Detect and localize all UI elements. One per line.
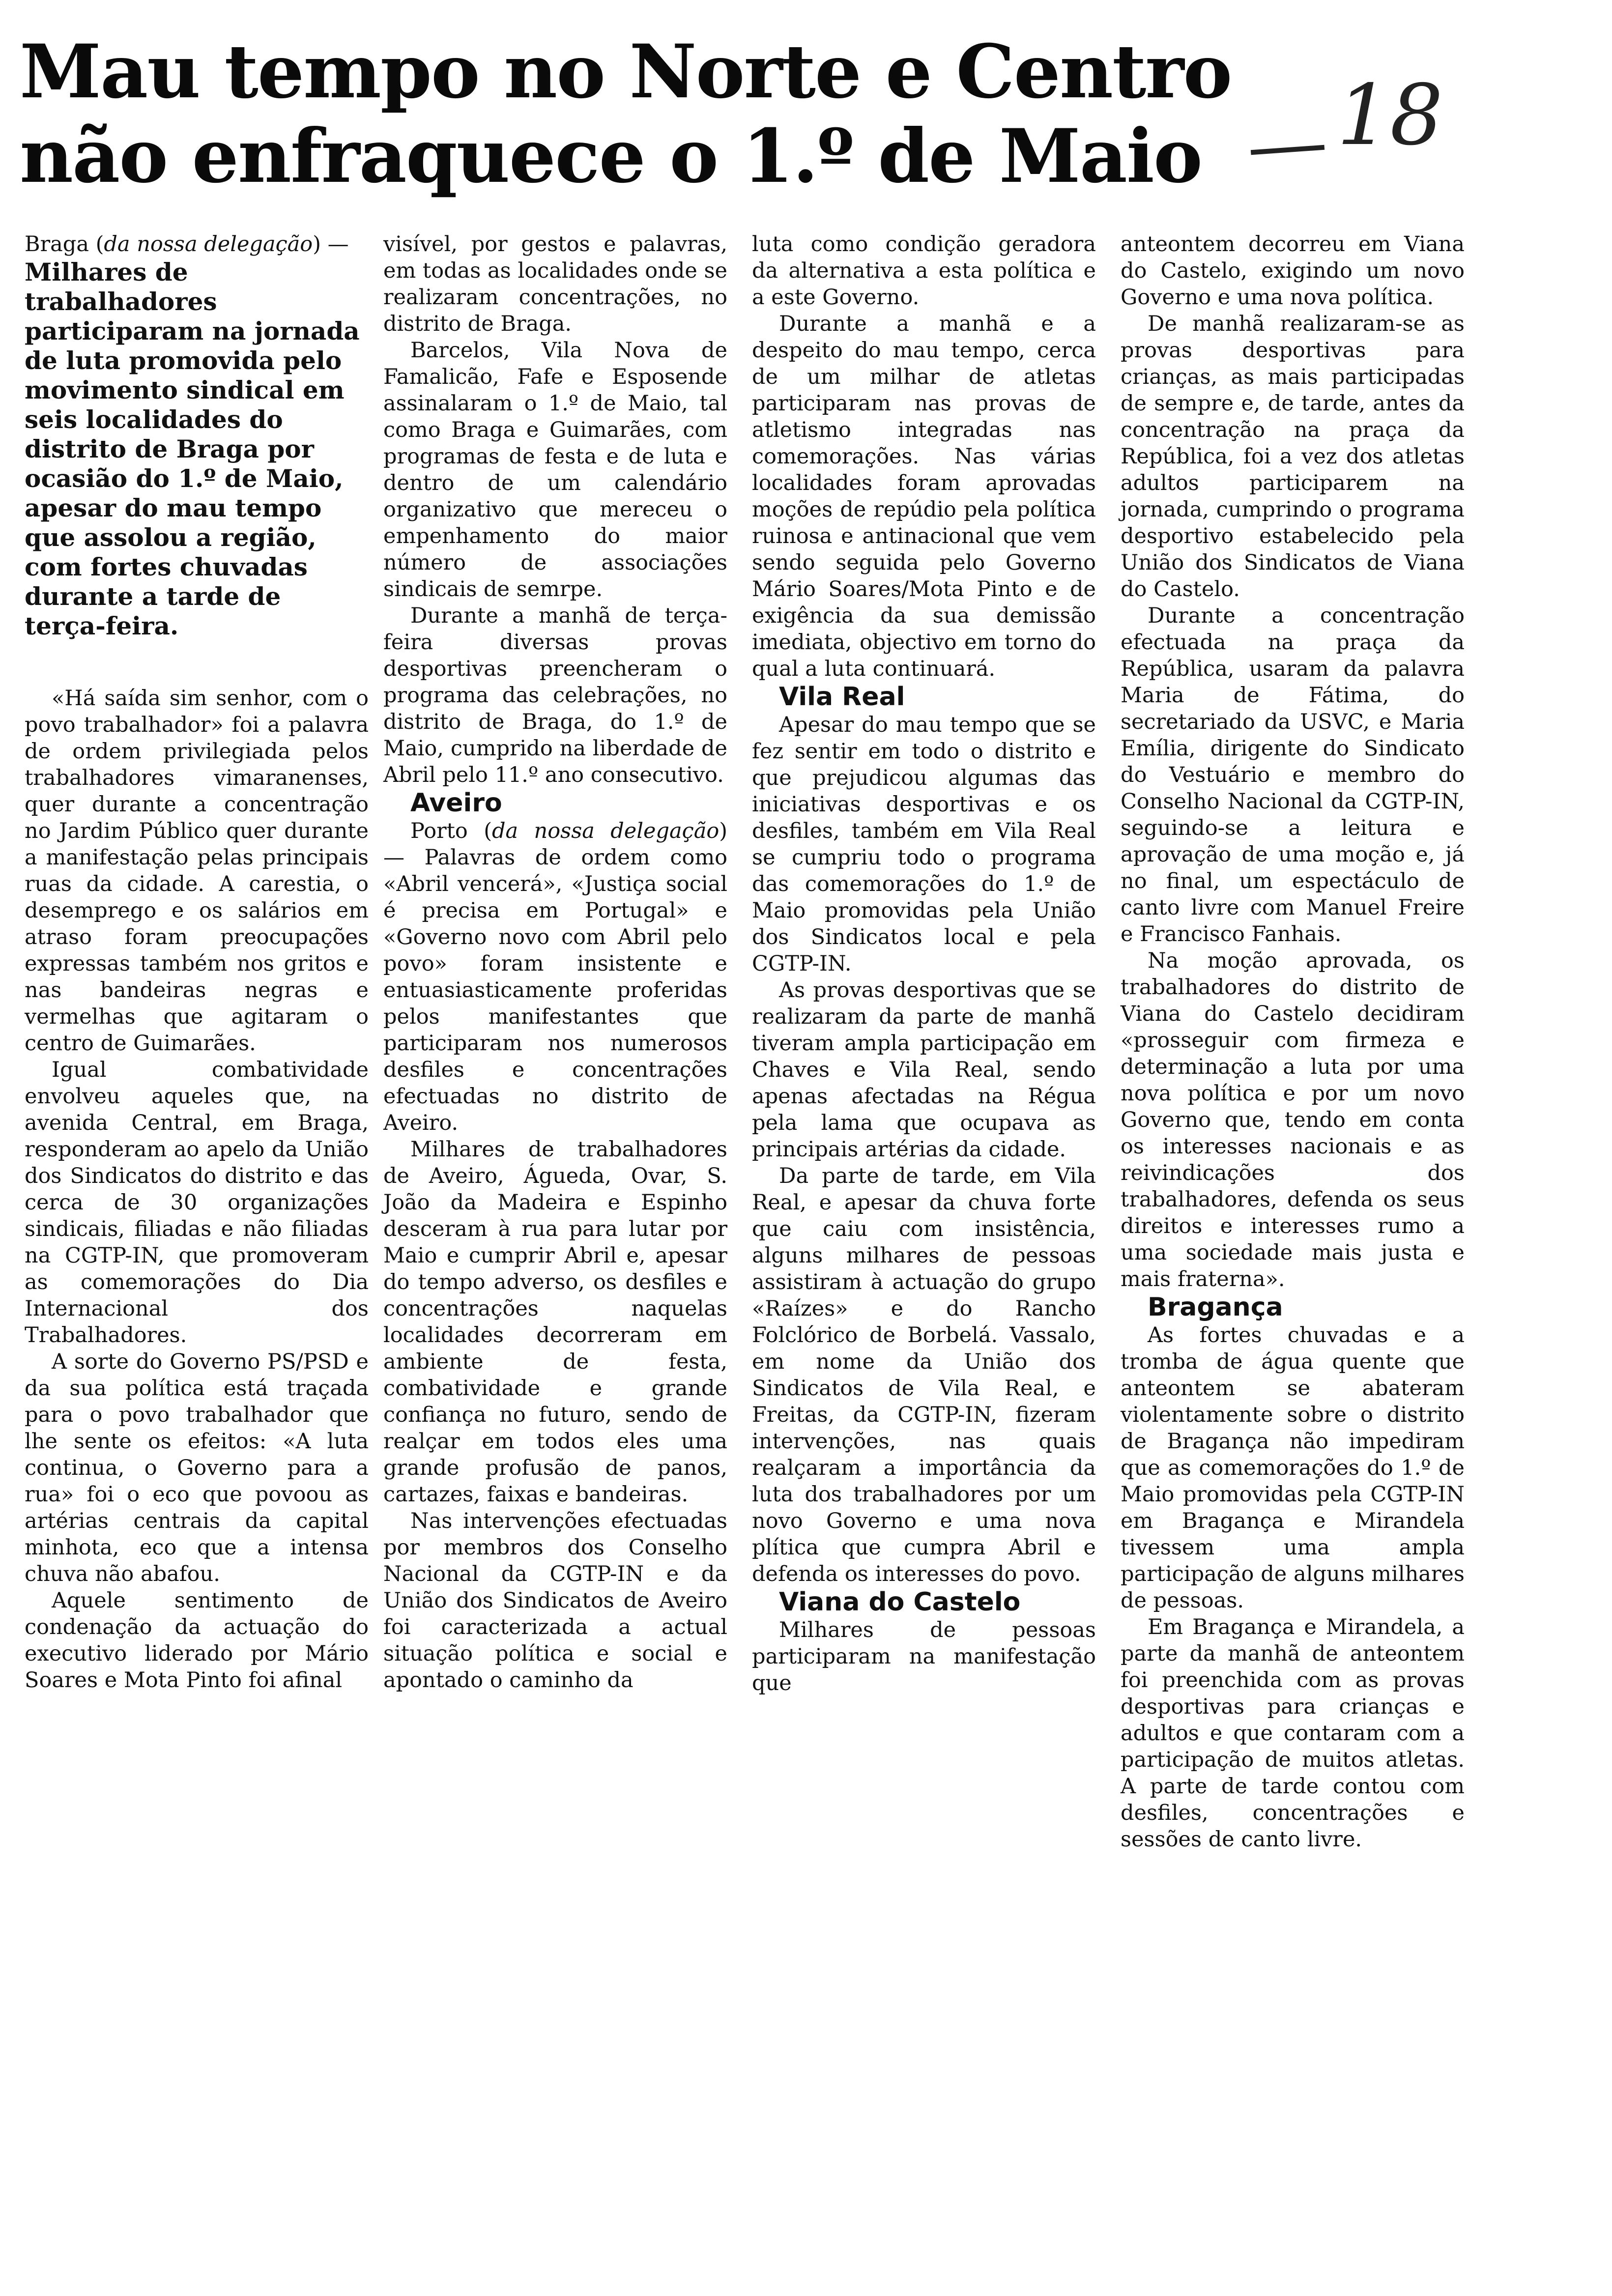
col2-paragraph-porto <box>383 818 727 1136</box>
column-3 <box>752 231 1096 1696</box>
column-4 <box>1121 231 1465 1853</box>
handwritten-mark: 18 <box>1337 67 1443 164</box>
col3-paragraph-3: Apesar do mau tempo que se fez sentir em todo o distrito e que prejudicou algumas das iniciativas desportivas e os desfiles, também em Vila Real se cumpriu todo o programa das comemorações do 1.º de Maio promovidas pela União dos Sindicatos local e pela CGTP-IN. <box>752 713 1096 976</box>
column-2 <box>383 231 727 1693</box>
lead-place: Braga ( <box>25 232 104 257</box>
porto-text: Palavras de ordem como «Abril vencerá», «Justiça social é precisa em Portugal» e «Governo novo com Abril pelo povo» foram insistente e entuasiasticamente proferidas pelos manifestantes que participaram nos numerosos desfiles e concentrações efectuadas no distrito de Aveiro. <box>383 845 727 1135</box>
lead-text: Milhares de trabalhadores participaram na jornada de luta promovida pelo movimento sindical em seis localidades do distrito de Braga por ocasião do 1.º de Maio, apesar do mau tempo que assolou a região, com fortes chuvadas durante a tarde de terça-feira. <box>25 258 360 640</box>
porto-byline-close: ) — <box>383 819 728 870</box>
col4-paragraph-4: Na moção aprovada, os trabalhadores do distrito de Viana do Castelo decidiram «prosseguir com firmeza e determinação a luta por uma nova política e por um novo Governo que, tendo em conta os interesses nacionais e as reivindicações dos trabalhadores, defenda os seus direitos e interesses rumo a uma sociedade mais justa e mais fraterna». <box>1121 948 1465 1292</box>
lead-byline: da nossa delegação <box>104 232 313 257</box>
lead-byline-close: ) — <box>313 232 349 257</box>
col2-paragraph-3: Durante a manhã de terça-feira diversas provas desportivas preencheram o programa das celebrações, no distrito de Braga, do 1.º de Maio, cumprido na liberdade de Abril pelo 11.º ano consecutivo. <box>383 603 727 787</box>
col1-paragraph-3: A sorte do Governo PS/PSD e da sua política está traçada para o povo trabalhador que lhe sente os efeitos: «A luta continua, o Governo para a rua» foi o eco que povoou as artérias centrais da capital minhota, eco que a intensa chuva não abafou. <box>25 1349 369 1586</box>
subheading-braganca: Bragança <box>1148 1292 1283 1322</box>
col2-paragraph-1: visível, por gestos e palavras, em todas as localidades onde se realizaram concentrações, no distrito de Braga. <box>383 232 727 336</box>
col3-paragraph-1: luta como condição geradora da alternativa a esta política e a este Governo. <box>752 232 1096 310</box>
col1-paragraph-4: Aquele sentimento de condenação da actuação do executivo liderado por Mário Soares e Mota Pinto foi afinal <box>25 1588 369 1693</box>
lead-paragraph <box>25 231 369 641</box>
col4-paragraph-6: Em Bragança e Mirandela, a parte da manhã de anteontem foi preenchida com as provas desportivas para crianças e adultos e que contaram com a participação de muitos atletas. A parte de tarde contou com desfiles, concentrações e sessões de canto livre. <box>1121 1615 1465 1852</box>
headline <box>20 29 1322 199</box>
col2-paragraph-6: Nas intervenções efectuadas por membros dos Conselho Nacional da CGTP-IN e da União dos Sindicatos de Aveiro foi caracterizada a actual situação política e social e apontado o caminho da <box>383 1509 727 1693</box>
col3-paragraph-6: Milhares de pessoas participaram na manifestação que <box>752 1618 1096 1695</box>
porto-place: Porto ( <box>410 819 492 843</box>
headline-line1: Mau tempo no Norte e Centro <box>20 29 1232 115</box>
col4-paragraph-2: De manhã realizaram-se as provas desportivas para crianças, as mais participadas de sempre e, de tarde, antes da concentração na praça da República, foi a vez dos atletas adultos participarem na jornada, cumprindo o programa desportivo estabelecido pela União dos Sindicatos de Viana do Castelo. <box>1121 312 1465 602</box>
subheading-viana-do-castelo: Viana do Castelo <box>779 1587 1021 1617</box>
col3-paragraph-2: Durante a manhã e a despeito do mau tempo, cerca de um milhar de atletas participaram nas provas de atletismo integradas nas comemorações. Nas várias localidades foram aprovadas moções de repúdio pela política ruinosa e antinacional que vem sendo seguida pelo Governo Mário Soares/Mota Pinto e de exigência da sua demissão imediata, objectivo em torno do qual a luta continuará. <box>752 312 1096 681</box>
col1-paragraph-2: Igual combatividade envolveu aqueles que, na avenida Central, em Braga, responderam ao apelo da União dos Sindicatos do distrito e das cerca de 30 organizações sindicais, filiadas e não filiadas na CGTP-IN, que promoveram as comemorações do Dia Internacional dos Trabalhadores. <box>25 1058 369 1348</box>
col3-paragraph-5: Da parte de tarde, em Vila Real, e apesar da chuva forte que caiu com insistência, alguns milhares de pessoas assistiram à actuação do grupo «Raízes» e do Rancho Folclórico de Borbelá. Vassalo, em nome da União dos Sindicatos de Vila Real, e Freitas, da CGTP-IN, fizeram intervenções, nas quais realçaram a importância da luta dos trabalhadores por um novo Governo e uma nova plítica que cumpra Abril e defenda os interesses do povo. <box>752 1164 1096 1586</box>
col2-paragraph-5: Milhares de trabalhadores de Aveiro, Águeda, Ovar, S. João da Madeira e Espinho desceram à rua para lutar por Maio e cumprir Abril e, apesar do tempo adverso, os desfiles e concentrações naquelas localidades decorreram em ambiente de festa, combatividade e grande confiança no futuro, sendo de realçar em todos eles uma grande profusão de panos, cartazes, faixas e bandeiras. <box>383 1137 727 1507</box>
subheading-vila-real: Vila Real <box>779 682 905 712</box>
subheading-aveiro: Aveiro <box>410 788 502 818</box>
col1-paragraph-1: «Há saída sim senhor, com o povo trabalhador» foi a palavra de ordem privilegiada pelos trabalhadores vimaranenses, quer durante a concentração no Jardim Público quer durante a manifestação pelas principais ruas da cidade. A carestia, o desemprego e os salários em atraso foram preocupações expressas também nos gritos e nas bandeiras negras e vermelhas que agitaram o centro de Guimarães. <box>25 686 369 1056</box>
porto-byline: da nossa delegação <box>491 819 720 843</box>
headline-line2: não enfraquece o 1.º de Maio <box>20 113 1202 200</box>
col2-paragraph-2: Barcelos, Vila Nova de Famalicão, Fafe e Esposende assinalaram o 1.º de Maio, tal como Braga e Guimarães, com programas de festa e de luta e dentro de um calendário organizativo que mereceu o empenhamento do maior número de associações sindicais de semrpe. <box>383 338 727 602</box>
col4-paragraph-5: As fortes chuvadas e a tromba de água quente que anteontem se abateram violentamente sobre o distrito de Bragança não impediram que as comemorações do 1.º de Maio promovidas pela CGTP-IN em Bragança e Mirandela tivessem uma ampla participação de alguns milhares de pessoas. <box>1121 1323 1465 1613</box>
col4-paragraph-1: anteontem decorreu em Viana do Castelo, exigindo um novo Governo e uma nova política. <box>1121 232 1465 310</box>
col4-paragraph-3: Durante a concentração efectuada na praça da República, usaram da palavra Maria de Fátima, do secretariado da USVC, e Maria Emília, dirigente do Sindicato do Vestuário e membro do Conselho Nacional da CGTP-IN, seguindo-se a leitura e aprovação de uma moção e, já no final, um espectáculo de canto livre com Manuel Freire e Francisco Fanhais. <box>1121 603 1465 947</box>
column-1 <box>25 231 369 1693</box>
col3-paragraph-4: As provas desportivas que se realizaram da parte de manhã tiveram ampla participação em Chaves e Vila Real, sendo apenas afectadas na Régua pela lama que ocupava as principais artérias da cidade. <box>752 978 1096 1162</box>
